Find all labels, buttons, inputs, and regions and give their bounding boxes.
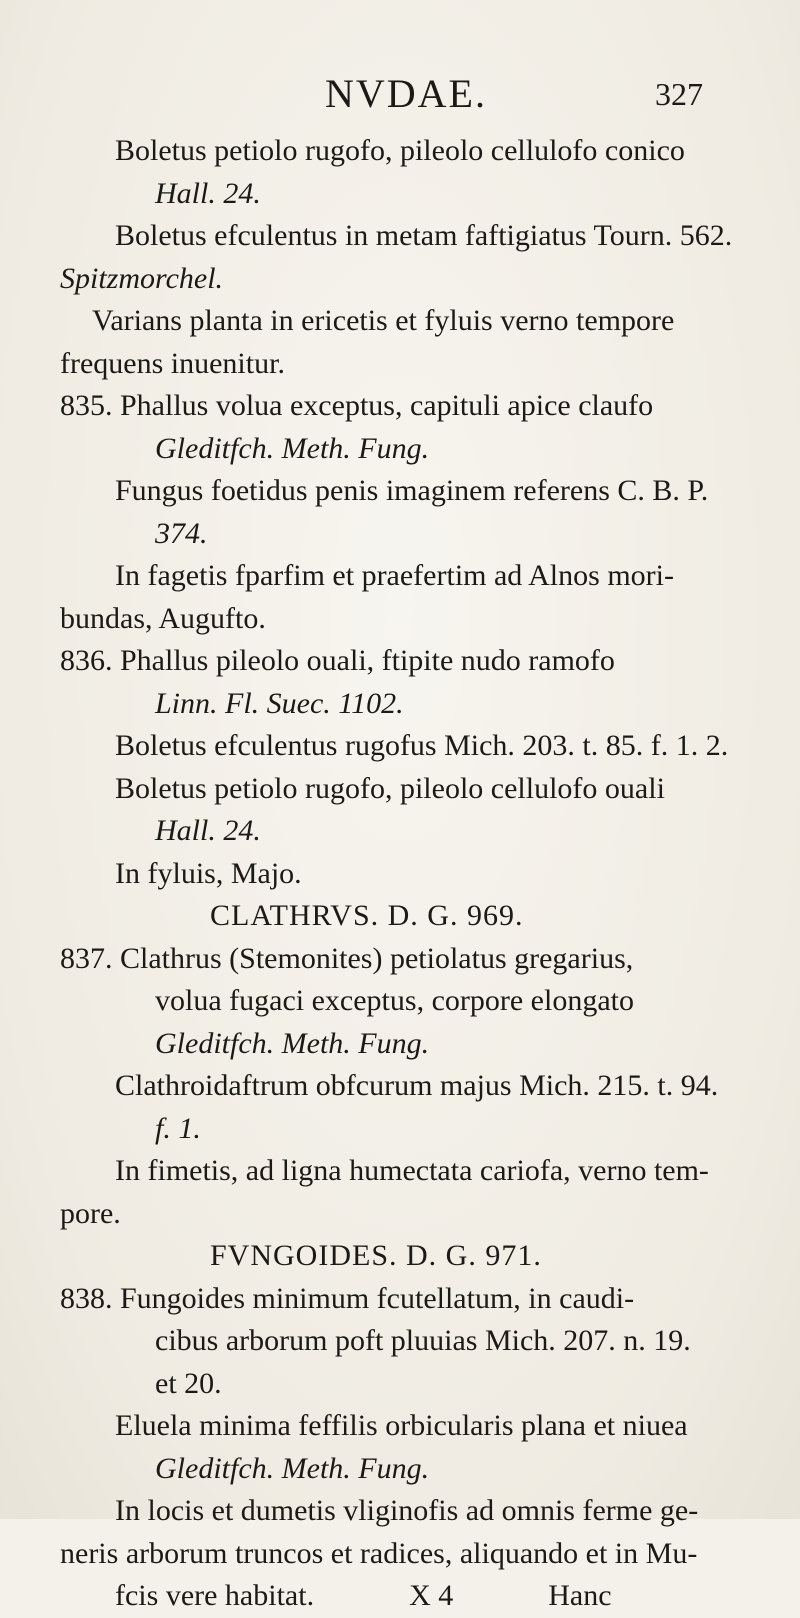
text-line: Boletus efculentus rugofus Mich. 203. t. 85. f. 1. 2. — [115, 729, 729, 762]
text-line: frequens inuenitur. — [60, 346, 285, 380]
running-title: NVDAE. — [325, 71, 487, 116]
text-line: 835. Phallus volua exceptus, capituli apice claufo — [60, 389, 654, 422]
text-line: 838. Fungoides minimum fcutellatum, in caudi- — [60, 1281, 635, 1315]
text-line: 837. Clathrus (Stemonites) petiolatus gregarius, — [60, 941, 634, 975]
text-line: Linn. Fl. Suec. 1102. — [155, 686, 404, 720]
page-number: 327 — [655, 76, 703, 112]
text-line: Varians planta in ericetis et fyluis verno tempore — [92, 304, 675, 337]
running-header — [60, 70, 740, 130]
text-line: Hall. 24. — [155, 176, 261, 210]
body-text — [60, 130, 740, 1618]
catchword: Hanc — [548, 1579, 612, 1612]
text-line: Clathroidaftrum obfcurum majus Mich. 215. t. 94. — [115, 1069, 719, 1102]
text-line: volua fugaci exceptus, corpore elongato — [155, 984, 634, 1017]
text-line: Boletus efculentus in metam faftigiatus Tourn. 562. — [115, 219, 733, 252]
text-line: Gleditfch. Meth. Fung. — [155, 1451, 430, 1485]
text-line: et 20. — [155, 1366, 222, 1400]
text-line: 836. Phallus pileolo ouali, ftipite nudo ramofo — [60, 644, 615, 677]
text-line: In locis et dumetis vliginofis ad omnis ferme ge- — [115, 1494, 699, 1527]
text-line: Hall. 24. — [155, 814, 261, 847]
section-heading: CLATHRVS. D. G. 969. — [210, 899, 524, 932]
text-line: Gleditfch. Meth. Fung. — [155, 1026, 430, 1060]
text-line: In fyluis, Majo. — [115, 856, 302, 890]
text-line: cibus arborum poft pluuias Mich. 207. n. 19. — [155, 1324, 691, 1357]
text-line: bundas, Augufto. — [60, 601, 266, 635]
text-line: In fagetis fparfim et praefertim ad Alnos mori- — [115, 559, 674, 592]
text-line: Boletus petiolo rugofo, pileolo cellulofo ouali — [115, 771, 665, 805]
last-line — [60, 1575, 740, 1618]
text-line: f. 1. — [155, 1111, 201, 1145]
text-line: Spitzmorchel. — [60, 261, 224, 295]
text-line: 374. — [155, 516, 208, 550]
text-line: pore. — [60, 1196, 121, 1230]
section-heading: FVNGOIDES. D. G. 971. — [210, 1239, 542, 1272]
text-line: In fimetis, ad ligna humectata cariofa, verno tem- — [115, 1154, 709, 1187]
text-line: Eluela minima feffilis orbicularis plana et niuea — [115, 1409, 688, 1442]
text-line: fcis vere habitat. — [115, 1579, 315, 1612]
text-line: Gleditfch. Meth. Fung. — [155, 431, 430, 465]
signature-mark: X 4 — [409, 1579, 454, 1612]
text-line: Boletus petiolo rugofo, pileolo cellulofo conico — [115, 134, 685, 167]
text-line: neris arborum truncos et radices, aliquando et in Mu- — [60, 1536, 698, 1570]
text-line: Fungus foetidus penis imaginem referens C. B. P. — [115, 474, 709, 507]
